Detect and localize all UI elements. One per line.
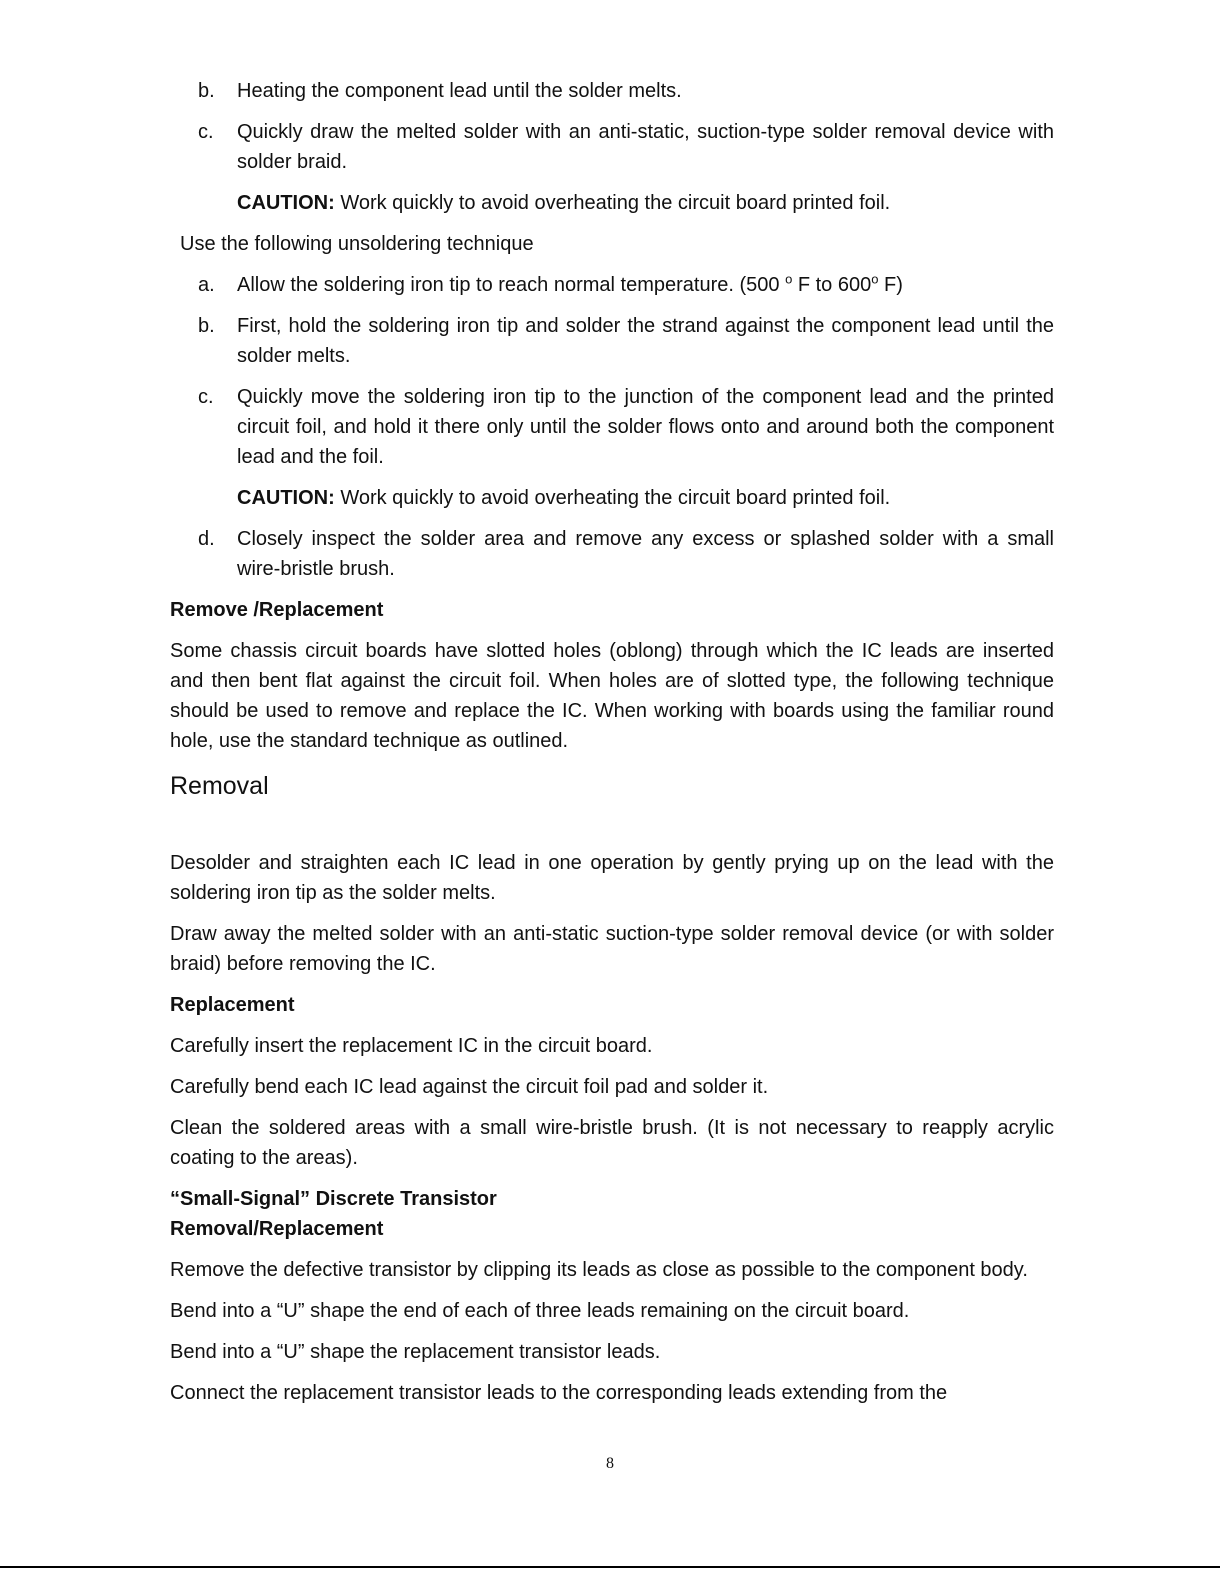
list-item-text	[237, 271, 903, 296]
heading-line: “Small-Signal” Discrete Transistor	[170, 1188, 497, 1210]
section-heading-remove-replacement: Remove /Replacement	[170, 599, 384, 621]
list-item	[170, 524, 1054, 584]
page-content	[170, 76, 1054, 1419]
list-item	[170, 270, 1054, 300]
section-heading-removal: Removal	[170, 772, 269, 800]
list-item-text: Quickly draw the melted solder with an anti-static, suction-type solder removal device with solder braid.	[237, 121, 1054, 173]
list-item-text: Heating the component lead until the solder melts.	[237, 80, 682, 102]
paragraph: Bend into a “U” shape the replacement transistor leads.	[170, 1341, 661, 1363]
list-item-text: Closely inspect the solder area and remove any excess or splashed solder with a small wire-bristle brush.	[237, 528, 1054, 580]
page-bottom-rule	[0, 1566, 1220, 1568]
list-marker: b.	[198, 315, 215, 337]
section-heading-replacement: Replacement	[170, 994, 295, 1016]
list-marker: b.	[198, 80, 215, 102]
paragraph: Connect the replacement transistor leads to the corresponding leads extending from the	[170, 1382, 948, 1404]
paragraph: Clean the soldered areas with a small wire-bristle brush. (It is not necessary to reapply acrylic coating to the areas).	[170, 1117, 1054, 1169]
paragraph: Some chassis circuit boards have slotted holes (oblong) through which the IC leads are inserted and then bent flat against the circuit foil. When holes are of slotted type, the following technique should be used to remove and replace the IC. When working with boards using the familiar round hole, use the standard technique as outlined.	[170, 640, 1054, 752]
list-item	[170, 76, 1054, 106]
list-item-text: Quickly move the soldering iron tip to the junction of the component lead and the printed circuit foil, and hold it there only until the solder flows onto and around both the component lead and the foil.	[237, 386, 1054, 468]
degree-symbol: o	[785, 271, 793, 287]
caution-text: Work quickly to avoid overheating the circuit board printed foil.	[334, 192, 891, 214]
paragraph: Desolder and straighten each IC lead in one operation by gently prying up on the lead with the soldering iron tip as the solder melts.	[170, 852, 1054, 904]
list-item	[170, 382, 1054, 472]
caution-text: Work quickly to avoid overheating the circuit board printed foil.	[334, 487, 891, 509]
temperature-text-end: F)	[878, 274, 903, 296]
list-marker: c.	[198, 121, 214, 143]
paragraph: Remove the defective transistor by clipping its leads as close as possible to the component body.	[170, 1259, 1028, 1281]
caution-note	[170, 188, 1054, 218]
paragraph: Bend into a “U” shape the end of each of three leads remaining on the circuit board.	[170, 1300, 910, 1322]
caution-label: CAUTION:	[237, 192, 335, 214]
caution-note	[170, 483, 1054, 513]
page-number: 8	[606, 1455, 614, 1472]
list-marker: d.	[198, 528, 215, 550]
paragraph: Carefully bend each IC lead against the circuit foil pad and solder it.	[170, 1076, 769, 1098]
degree-symbol: o	[871, 271, 879, 287]
heading-line: Removal/Replacement	[170, 1218, 384, 1240]
temperature-text-start: Allow the soldering iron tip to reach normal temperature. (500	[237, 274, 786, 296]
list-item-text: First, hold the soldering iron tip and solder the strand against the component lead until the solder melts.	[237, 315, 1054, 367]
temperature-text-middle: F to 600	[792, 274, 872, 296]
section-heading-transistor	[170, 1184, 1054, 1244]
paragraph: Draw away the melted solder with an anti-static suction-type solder removal device (or with solder braid) before removing the IC.	[170, 923, 1054, 975]
list-item	[170, 117, 1054, 177]
list-marker: a.	[198, 274, 215, 296]
paragraph: Carefully insert the replacement IC in the circuit board.	[170, 1035, 653, 1057]
technique-intro: Use the following unsoldering technique	[180, 233, 534, 255]
list-marker: c.	[198, 386, 214, 408]
list-item	[170, 311, 1054, 371]
caution-label: CAUTION:	[237, 487, 335, 509]
